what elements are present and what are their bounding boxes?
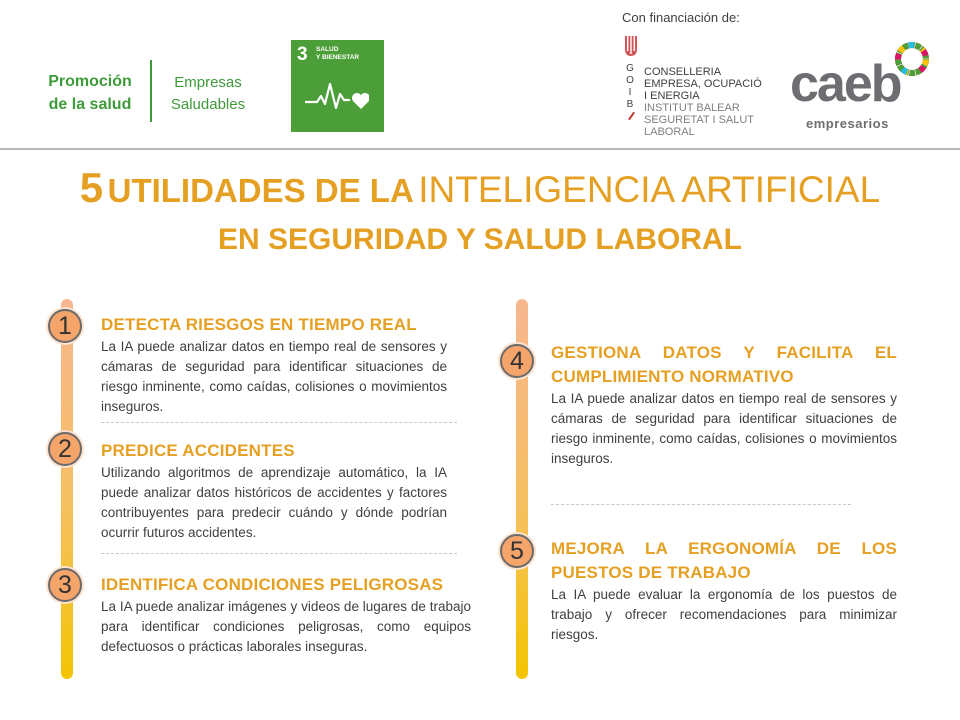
ods-title	[316, 46, 378, 62]
item-heading: DETECTA RIESGOS EN TIEMPO REAL	[101, 315, 417, 334]
financiacion-label: Con financiación de:	[622, 10, 740, 25]
empresas-saludables-label	[160, 72, 256, 116]
goib-letters	[625, 63, 635, 111]
item-divider	[551, 504, 851, 505]
ods-3-badge	[291, 40, 384, 132]
page-title	[0, 166, 960, 220]
item-text: Utilizando algoritmos de aprendizaje automático, la IA puede analizar datos históricos de accidentes y factores contribuyentes para predecir cuándo y dónde podrían ocurrir futuros accidentes.	[101, 465, 447, 540]
goib-letter: G	[626, 63, 634, 74]
item-text: La IA puede analizar imágenes y videos de lugares de trabajo para identificar condiciones peligrosas, como equipos defectuosos o prácticas laborales inseguras.	[101, 599, 471, 654]
conselleria-line: CONSELLERIA	[644, 66, 722, 78]
item-heading: PREDICE ACCIDENTES	[101, 441, 295, 460]
promo-line-2: de la salud	[48, 96, 132, 113]
goib-letter: O	[626, 75, 634, 86]
empresas-line-2: Saludables	[170, 96, 246, 113]
ods-number: 3	[297, 44, 308, 65]
caeb-subtitle: empresarios	[806, 116, 889, 131]
step-number-badge: 2	[48, 432, 82, 466]
item-text: La IA puede analizar datos en tiempo real de sensores y cámaras de seguridad para identificar situaciones de riesgo inminente, como caídas, colisiones o movimientos inseguros.	[551, 391, 897, 466]
item-divider	[101, 422, 457, 423]
ods-title-line-1: SALUD	[316, 46, 339, 53]
item-predice-accidentes	[101, 439, 447, 543]
step-number-badge: 1	[48, 309, 82, 343]
goib-shield-icon	[625, 36, 637, 56]
item-heading: MEJORA LA ERGONOMÍA DE LOS PUESTOS DE TRABAJO	[551, 539, 897, 582]
caeb-logo: caeb	[790, 55, 901, 113]
empresas-line-1: Empresas	[174, 74, 242, 91]
title-thin-part: INTELIGENCIA ARTIFICIAL	[418, 169, 881, 210]
instituto-line: INSTITUT BALEAR	[644, 102, 740, 114]
instituto-line: LABORAL	[644, 126, 695, 138]
item-heading: IDENTIFICA CONDICIONES PELIGROSAS	[101, 575, 444, 594]
item-mejora-ergonomia	[551, 537, 897, 645]
goib-letter: I	[628, 87, 632, 98]
header-divider	[0, 148, 960, 150]
title-number: 5	[79, 164, 104, 211]
step-number-badge: 3	[48, 568, 82, 602]
instituto-line: SEGURETAT I SALUT	[644, 114, 755, 126]
goib-slash	[628, 112, 635, 121]
logo-divider	[150, 60, 152, 122]
step-number-badge: 5	[500, 534, 534, 568]
item-detecta-riesgos	[101, 313, 447, 417]
conselleria-line: I ENERGIA	[644, 90, 700, 102]
goib-organization-text	[644, 66, 762, 138]
goib-letter: B	[626, 99, 634, 110]
title-bold-part: UTILIDADES DE LA	[107, 172, 414, 209]
promo-line-1: Promoción	[48, 73, 132, 90]
item-text: La IA puede analizar datos en tiempo real de sensores y cámaras de seguridad para identificar situaciones de riesgo inminente, como caídas, colisiones o movimientos inseguros.	[101, 339, 447, 414]
sdg-wheel-icon	[893, 40, 931, 78]
heartbeat-icon	[305, 78, 369, 112]
item-gestiona-datos	[551, 341, 897, 469]
item-text: La IA puede evaluar la ergonomía de los puestos de trabajo y ofrecer recomendaciones para minimizar riesgos.	[551, 587, 897, 642]
conselleria-line: EMPRESA, OCUPACIÓ	[644, 78, 762, 90]
step-number-badge: 4	[500, 344, 534, 378]
ods-title-line-2: Y BIENESTAR	[316, 54, 360, 61]
item-heading: GESTIONA DATOS Y FACILITA EL CUMPLIMIENTO NORMATIVO	[551, 343, 897, 386]
item-divider	[101, 553, 457, 554]
timeline-bar-left	[61, 299, 73, 679]
item-identifica-condiciones	[101, 573, 471, 657]
page-subtitle: EN SEGURIDAD Y SALUD LABORAL	[218, 223, 742, 256]
promocion-salud-logo	[40, 70, 140, 116]
